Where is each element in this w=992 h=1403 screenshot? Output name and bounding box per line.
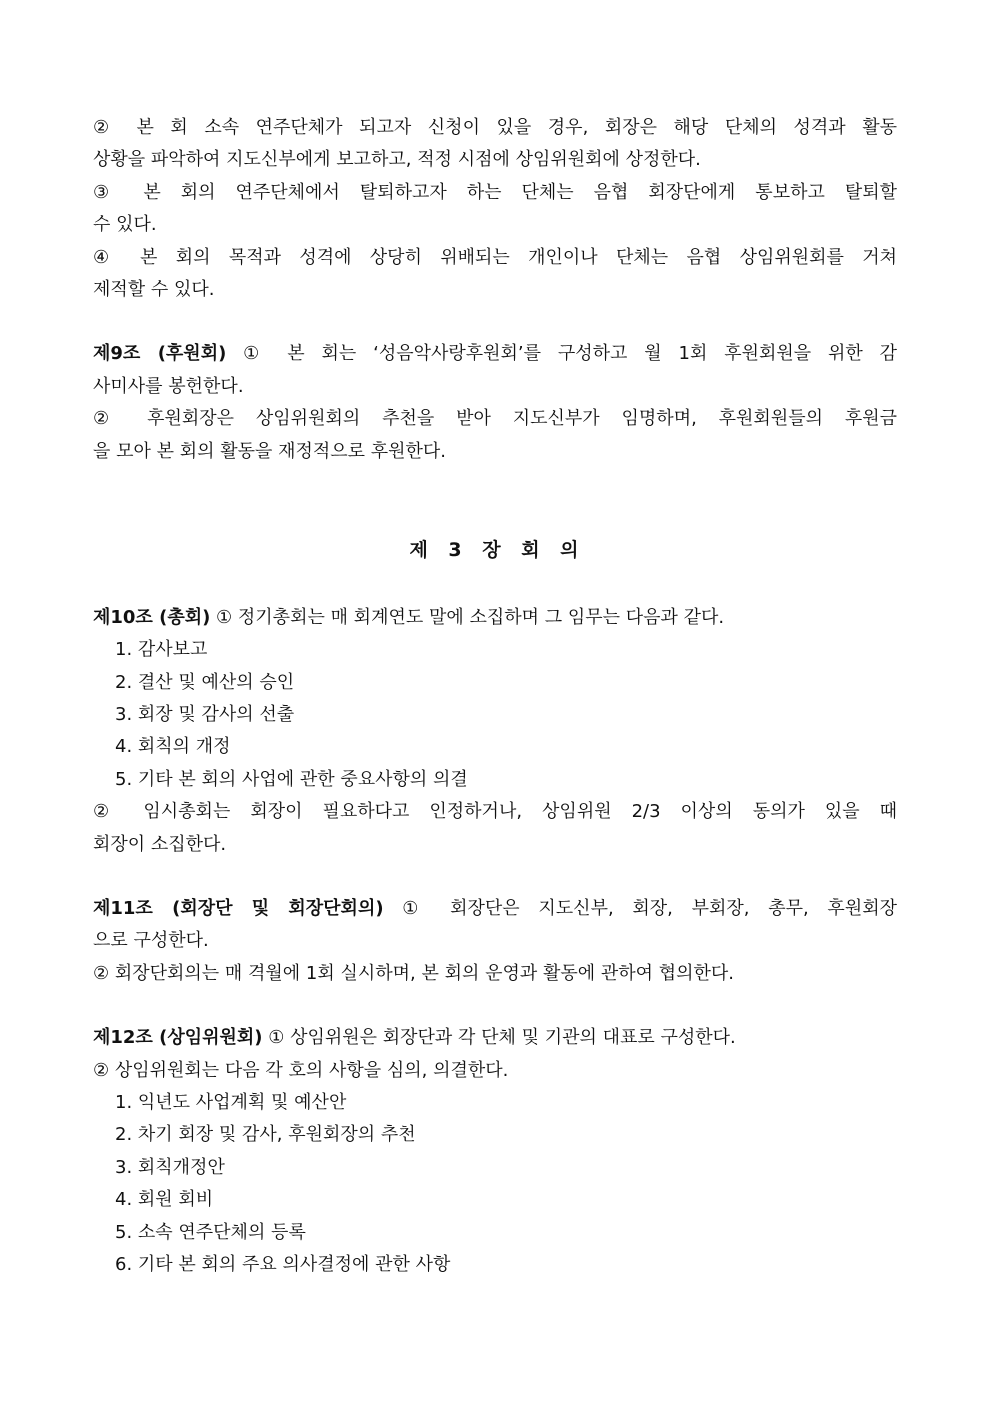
line-text: 3. 회칙개정안 (115, 1156, 225, 1178)
list-item (93, 1217, 897, 1249)
list-item (93, 1184, 897, 1216)
list-item (93, 764, 897, 796)
article-title: 제12조 (상임위원회) (93, 1027, 263, 1049)
line-text: 2. 결산 및 예산의 승인 (115, 671, 295, 693)
line-text: ② 본 회 소속 연주단체가 되고자 신청이 있을 경우, 회장은 해당 단체의 성격과 활동 (93, 117, 897, 138)
article-title: 제9조 (후원회) (93, 343, 227, 365)
line-text: 5. 기타 본 회의 사업에 관한 중요사항의 의결 (115, 768, 468, 790)
list-item (93, 1119, 897, 1151)
line-text: 사미사를 봉헌한다. (93, 375, 244, 397)
line-text: ② 후원회장은 상임위원회의 추천을 받아 지도신부가 임명하며, 후원회원들의 후원금 (93, 408, 897, 430)
text-line (93, 144, 897, 176)
line-text: 2. 차기 회장 및 감사, 후원회장의 추천 (115, 1124, 416, 1146)
list-item (93, 1249, 897, 1281)
line-text: ① 상임위원은 회장단과 각 단체 및 기관의 대표로 구성한다. (262, 1027, 736, 1049)
line-text: 4. 회원 회비 (115, 1189, 214, 1211)
article-block (93, 1022, 897, 1281)
text-line (93, 177, 897, 209)
line-text: ④ 본 회의 목적과 성격에 상당히 위배되는 개인이나 단체는 음협 상임위원회를 거쳐 (93, 246, 897, 268)
line-text: 3. 회장 및 감사의 선출 (115, 704, 295, 726)
article-block (93, 893, 897, 990)
text-line (93, 1055, 897, 1087)
text-line (93, 242, 897, 274)
line-text: 상황을 파악하여 지도신부에게 보고하고, 적정 시점에 상임위원회에 상정한다. (93, 149, 701, 171)
list-item (93, 667, 897, 699)
line-text: 을 모아 본 회의 활동을 재정적으로 후원한다. (93, 440, 447, 462)
text-line (93, 1022, 897, 1054)
text-line (93, 958, 897, 990)
article-block (93, 338, 897, 468)
line-text: ① 본 회는 ‘성음악사랑후원회’를 구성하고 월 1회 후원회원을 위한 감 (226, 343, 897, 365)
article-title: 제11조 (회장단 및 회장단회의) (93, 898, 384, 920)
text-line (93, 893, 897, 925)
line-text: 4. 회칙의 개정 (115, 736, 231, 758)
text-line (93, 403, 897, 435)
line-text: 제적할 수 있다. (93, 278, 215, 300)
list-item (93, 1152, 897, 1184)
text-line (93, 371, 897, 403)
list-item (93, 699, 897, 731)
text-line (93, 209, 897, 241)
article-block (93, 112, 897, 306)
text-line (93, 602, 897, 634)
list-item (93, 731, 897, 763)
text-line (93, 925, 897, 957)
line-text: 6. 기타 본 회의 주요 의사결정에 관한 사항 (115, 1253, 451, 1275)
list-item (93, 634, 897, 666)
line-text: 회장이 소집한다. (93, 833, 227, 855)
line-text: ① 회장단은 지도신부, 회장, 부회장, 총무, 후원회장 (383, 898, 897, 920)
article-title: 제10조 (총회) (93, 606, 211, 628)
line-text: 1. 익년도 사업계획 및 예산안 (115, 1091, 347, 1113)
text-line (93, 436, 897, 468)
text-line (93, 796, 897, 828)
text-line (93, 274, 897, 306)
chapter-2-tail (93, 112, 897, 468)
line-text: ① 정기총회는 매 회계연도 말에 소집하며 그 임무는 다음과 같다. (210, 606, 725, 628)
line-text: ② 임시총회는 회장이 필요하다고 인정하거나, 상임위원 2/3 이상의 동의가 있을 때 (93, 801, 897, 823)
text-line (93, 829, 897, 861)
document-page (93, 112, 897, 1313)
text-line (93, 112, 897, 144)
line-text: 으로 구성한다. (93, 930, 209, 952)
chapter-3-articles (93, 602, 897, 1281)
line-text: 5. 소속 연주단체의 등록 (115, 1221, 306, 1243)
line-text: 1. 감사보고 (115, 639, 208, 661)
list-item (93, 1087, 897, 1119)
line-text: ② 회장단회의는 매 격월에 1회 실시하며, 본 회의 운영과 활동에 관하여 협의한다. (93, 962, 734, 984)
chapter-heading: 제 3 장 회 의 (409, 538, 581, 561)
line-text: ② 상임위원회는 다음 각 호의 사항을 심의, 의결한다. (93, 1059, 509, 1081)
article-block (93, 602, 897, 861)
line-text: 수 있다. (93, 214, 157, 236)
line-text: ③ 본 회의 연주단체에서 탈퇴하고자 하는 단체는 음협 회장단에게 통보하고 탈퇴할 (93, 181, 897, 203)
text-line (93, 338, 897, 370)
